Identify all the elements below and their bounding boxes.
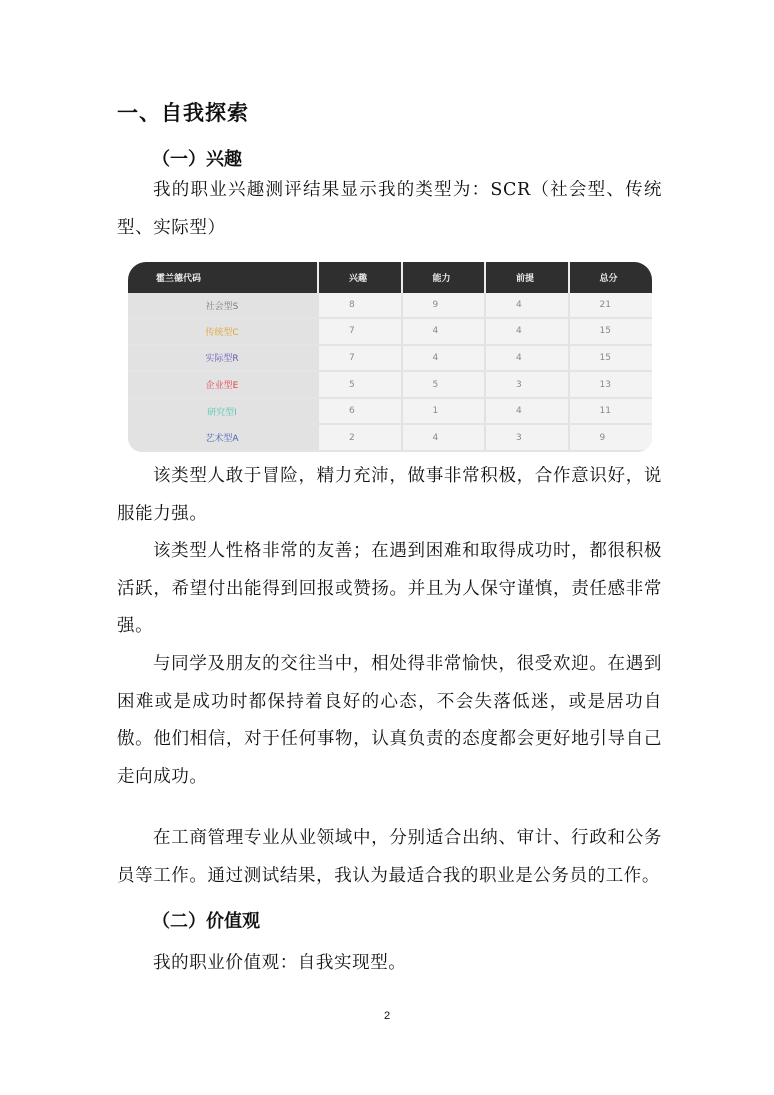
- paragraph-1: 该类型人敢于冒险，精力充沛，做事非常积极，合作意识好，说服能力强。: [117, 466, 662, 524]
- value-cell: 9: [402, 293, 486, 318]
- table-row: [128, 345, 652, 372]
- value-cell: 4: [402, 424, 486, 451]
- table-header-row: [128, 262, 652, 293]
- value-cell: 8: [318, 293, 402, 318]
- value-cell: 4: [402, 345, 486, 372]
- value-cell: 13: [569, 371, 653, 398]
- table-row: [128, 398, 652, 425]
- subsection-title-interest: （一）兴趣: [152, 149, 242, 170]
- value-cell: 11: [569, 398, 653, 425]
- value-cell: 5: [402, 371, 486, 398]
- value-cell: 4: [485, 398, 569, 425]
- value-cell: 15: [569, 318, 653, 345]
- value-cell: 4: [402, 318, 486, 345]
- type-cell: 实际型R: [128, 345, 318, 372]
- type-cell: 研究型I: [128, 398, 318, 425]
- value-cell: 4: [485, 293, 569, 318]
- page-number: 2: [383, 1010, 391, 1022]
- value-cell: 5: [318, 371, 402, 398]
- table-header-cell: 能力: [402, 262, 486, 293]
- subsection-title-values: （二）价值观: [152, 911, 260, 932]
- value-cell: 3: [485, 371, 569, 398]
- type-cell: 企业型E: [128, 371, 318, 398]
- section-title: 一、自我探索: [117, 101, 249, 125]
- table-row: [128, 371, 652, 398]
- value-cell: 1: [402, 398, 486, 425]
- value-cell: 3: [485, 424, 569, 451]
- value-cell: 2: [318, 424, 402, 451]
- value-cell: 4: [485, 318, 569, 345]
- table-header-cell: 总分: [569, 262, 653, 293]
- table-header-cell: 前提: [485, 262, 569, 293]
- table-row: [128, 293, 652, 318]
- type-cell: 传统型C: [128, 318, 318, 345]
- table-row: [128, 318, 652, 345]
- table-header-cell: 霍兰德代码: [128, 262, 318, 293]
- value-cell: 21: [569, 293, 653, 318]
- table-row: [128, 424, 652, 451]
- paragraph-3: 与同学及朋友的交往当中，相处得非常愉快，很受欢迎。在遇到困难或是成功时都保持着良好的心态，不会失落低迷，或是居功自傲。他们相信，对于任何事物，认真负责的态度都会更好地引导自己走向成功。: [117, 654, 662, 787]
- value-cell: 6: [318, 398, 402, 425]
- holland-code-table: [128, 262, 652, 452]
- value-cell: 7: [318, 345, 402, 372]
- values-paragraph: 我的职业价值观：自我实现型。: [153, 953, 407, 973]
- value-cell: 4: [485, 345, 569, 372]
- value-cell: 7: [318, 318, 402, 345]
- intro-paragraph: 我的职业兴趣测评结果显示我的类型为：SCR（社会型、传统型、实际型）: [117, 180, 662, 238]
- paragraph-2: 该类型人性格非常的友善；在遇到困难和取得成功时，都很积极活跃，希望付出能得到回报或赞扬。并且为人保守谨慎，责任感非常强。: [117, 541, 662, 636]
- type-cell: 艺术型A: [128, 424, 318, 451]
- value-cell: 15: [569, 345, 653, 372]
- type-cell: 社会型S: [128, 293, 318, 318]
- value-cell: 9: [569, 424, 653, 451]
- table-header-cell: 兴趣: [318, 262, 402, 293]
- paragraph-4: 在工商管理专业从业领域中，分别适合出纳、审计、行政和公务员等工作。通过测试结果，我认为最适合我的职业是公务员的工作。: [117, 828, 662, 886]
